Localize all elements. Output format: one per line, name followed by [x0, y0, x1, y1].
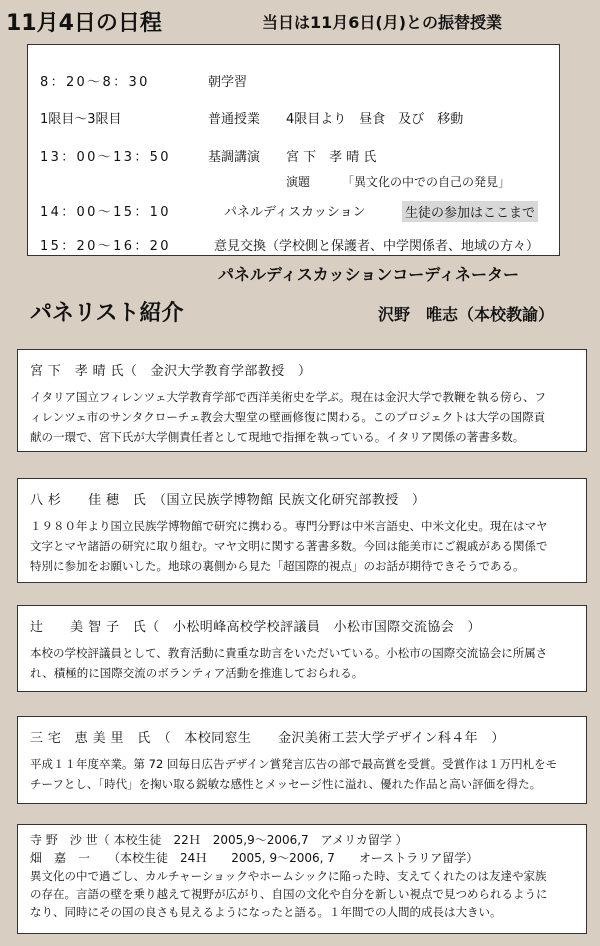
- panelists-title: パネリスト紹介: [30, 301, 184, 326]
- page-title: 11月4日の日程: [6, 11, 162, 36]
- schedule-time: 8：20〜8：30: [40, 75, 150, 90]
- panelist-name: 宮 下 孝 晴 氏（ 金沢大学教育学部教授 ）: [30, 364, 312, 379]
- student-participation-badge: 生徒の参加はここまで: [402, 201, 538, 222]
- bio-line: 平成１１年度卒業。第 72 回毎日広告デザイン賞発言広告の部で最高賞を受賞。受賞作は１万円札をモ: [30, 757, 558, 771]
- panelist-card: [17, 605, 587, 692]
- substitution-note: 当日は11月6日(月)との振替授業: [262, 13, 503, 32]
- coordinator-name: 沢野 唯志（本校教諭）: [378, 305, 555, 324]
- bio-line: 異文化の中で過ごし、カルチャーショックやホームシックに陥った時、支えてくれたのは友達や家族: [30, 869, 547, 883]
- panelist-bio: [30, 643, 574, 683]
- bio-line: の存在。言語の壁を乗り越えて視野が広がり、自国の文化や自分を新しい視点で見つめられるように: [30, 887, 548, 901]
- student-name: 畑 嘉 一 （本校生徒 24Ｈ 2005, 9〜2006, 7 オーストラリア留学）: [30, 851, 479, 865]
- schedule-time: 14：00〜15：10: [40, 205, 171, 220]
- panelist-bio: [30, 387, 574, 447]
- panelist-card: [17, 349, 587, 452]
- lecture-title: 「異文化の中での自己の発見」: [342, 175, 511, 189]
- bio-line: なり、同時にその国の良さも見えるようになったと語る。１年間での人間的成長は大きい。: [30, 905, 502, 919]
- schedule-time: 13：00〜13：50: [40, 150, 171, 165]
- bio-line: １９８０年より国立民族学博物館で研究に携わる。専門分野は中米言語史、中米文化史。現在はマヤ: [30, 519, 548, 533]
- schedule-box: [27, 44, 560, 256]
- student-bio: [30, 867, 574, 921]
- schedule-desc: パネルディスカッション: [224, 205, 366, 220]
- panelist-name: 八 杉 佳 穂 氏 （国立民族学博物館 民族文化研究部教授 ）: [30, 493, 426, 508]
- lecture-title-label: 演題: [286, 175, 311, 189]
- student-name: 寺 野 沙 世（ 本校生徒 22Ｈ 2005,9〜2006,7 アメリカ留学 ）: [30, 833, 408, 847]
- panelist-bio: [30, 754, 574, 794]
- panelist-card: [17, 716, 587, 804]
- schedule-time: 1限目〜3限目: [40, 112, 122, 127]
- panelist-name: 辻 美 智 子 氏（ 小松明峰高校学校評議員 小松市国際交流協会 ）: [30, 620, 481, 635]
- bio-line: 本校の学校評議員として、教育活動に貴重な助言をいただいている。小松市の国際交流協会に所属さ: [30, 646, 548, 660]
- schedule-desc: 基調講演 宮 下 孝 晴 氏: [208, 150, 377, 165]
- panelist-name: 三 宅 恵 美 里 氏 （ 本校同窓生 金沢美術工芸大学デザイン科４年 ）: [30, 731, 505, 746]
- schedule-time: 15：20〜16：20: [40, 239, 171, 254]
- schedule-desc: 意見交換（学校側と保護者、中学関係者、地域の方々）: [214, 239, 540, 254]
- student-card: [17, 824, 587, 934]
- panelist-bio: [30, 516, 574, 576]
- schedule-desc: 普通授業 4限目より 昼食 及び 移動: [208, 112, 464, 127]
- panelist-card: [17, 478, 587, 583]
- bio-line: チーフとし、「時代」を掬い取る鋭敏な感性とメッセージ性に溢れ、優れた作品と高い評価を得た。: [30, 777, 542, 791]
- schedule-desc: 朝学習: [208, 75, 248, 90]
- bio-line: れ、積極的に国際交流のボランティア活動を推進しておられる。: [30, 666, 364, 680]
- bio-line: 献の一環で、宮下氏が大学側責任者として現地で指揮を執っている。イタリア関係の著書多数。: [30, 430, 525, 444]
- coordinator-label: パネルディスカッションコーディネーター: [218, 265, 519, 284]
- bio-line: 文字とマヤ諸語の研究に取り組む。マヤ文明に関する著書多数。今回は能美市にご親戚がある関係で: [30, 539, 548, 553]
- bio-line: ィレンツェ市のサンタクローチェ教会大聖堂の壁画修復に関わる。このプロジェクトは大学の国際貢: [30, 410, 546, 424]
- bio-line: イタリア国立フィレンツェ大学教育学部で西洋美術史を学ぶ。現在は金沢大学で教鞭を執る傍ら、フ: [30, 390, 547, 404]
- bio-line: 特別に参加をお願いした。地球の裏側から見た「超国際的視点」のお話が期待できそうである。: [30, 559, 525, 573]
